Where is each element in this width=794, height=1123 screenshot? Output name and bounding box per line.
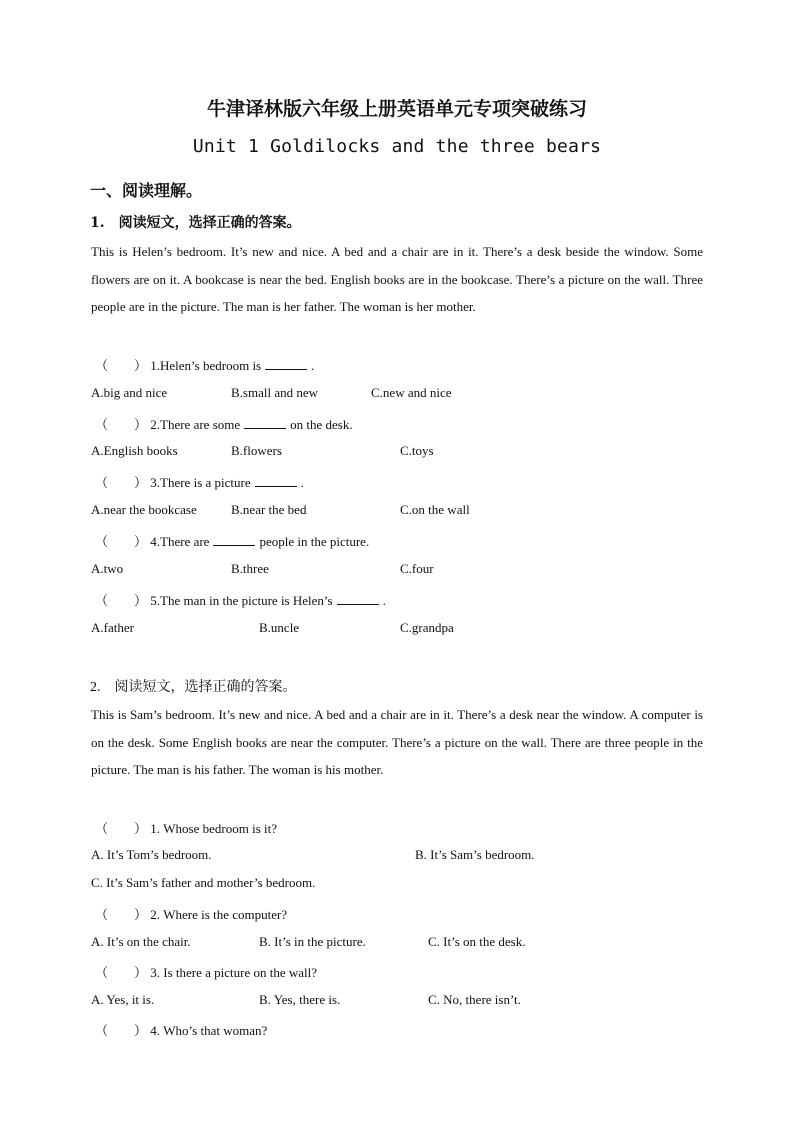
option-b: B. It’s in the picture. <box>259 934 366 949</box>
question-text: 4.There are <box>150 534 210 549</box>
option-c: C.new and nice <box>371 385 452 400</box>
answer-paren[interactable]: （ ） <box>95 1023 148 1038</box>
answer-paren[interactable]: （ ） <box>95 907 148 922</box>
option-b: B.small and new <box>231 385 319 400</box>
option-c: C. It’s on the desk. <box>428 934 526 949</box>
question-text: 2.There are some <box>150 417 241 432</box>
question-row <box>95 414 353 433</box>
option-a: A. Yes, it is. <box>91 992 155 1007</box>
question-text-end: . <box>300 475 304 490</box>
answer-paren[interactable]: （ ） <box>95 417 148 432</box>
option-b: B. It’s Sam’s bedroom. <box>415 847 535 862</box>
option-b: B.flowers <box>231 443 282 458</box>
question-row <box>95 590 386 609</box>
answer-paren[interactable]: （ ） <box>95 965 148 980</box>
question-text: 3. Is there a picture on the wall? <box>150 965 318 980</box>
option-b: B.near the bed <box>231 502 307 517</box>
question-text-end: . <box>382 593 386 608</box>
question-text: 4. Who’s that woman? <box>150 1023 268 1038</box>
answer-paren[interactable]: （ ） <box>95 821 148 836</box>
option-c: C.grandpa <box>400 620 454 635</box>
question-row <box>95 472 304 491</box>
option-a: A.English books <box>91 443 178 458</box>
question-row <box>95 1020 267 1039</box>
question-row <box>95 355 314 374</box>
answer-blank <box>265 358 307 370</box>
question-row <box>95 904 287 923</box>
part2-passage: This is Sam’s bedroom. It’s new and nice. A bed and a chair are in it. There’s a desk near the window. A computer is on the desk. Some English books are near the computer. There’s a picture on the wall. There are three people in the picture. The man is his father. The woman is his mother. <box>91 707 703 777</box>
question-text-end: on the desk. <box>290 417 353 432</box>
part1-passage: This is Helen’s bedroom. It’s new and nice. A bed and a chair are in it. There’s a desk beside the window. Some flowers are on it. A bookcase is near the bed. English books are in the bookcase. There’s a picture on the wall. Three people are in the picture. The man is her father. The woman is her mother. <box>91 244 703 314</box>
option-a: A. It’s on the chair. <box>91 934 191 949</box>
option-c: C.toys <box>400 443 434 458</box>
unit-subtitle: Unit 1 Goldilocks and the three bears <box>192 136 602 157</box>
question-row <box>95 962 317 981</box>
section-heading: 一、阅读理解。 <box>90 181 203 200</box>
question-text: 2. Where is the computer? <box>150 907 288 922</box>
question-text: 1.Helen’s bedroom is <box>150 358 262 373</box>
answer-paren[interactable]: （ ） <box>95 358 148 373</box>
part1-heading: 1. 阅读短文，选择正确的答案。 <box>90 215 301 231</box>
option-a: A.near the bookcase <box>91 502 197 517</box>
option-b: B.uncle <box>259 620 300 635</box>
option-c: C. No, there isn’t. <box>428 992 521 1007</box>
option-a: A.two <box>91 561 124 576</box>
option-b: B. Yes, there is. <box>259 992 341 1007</box>
answer-blank <box>337 593 379 605</box>
part2-heading: 2. 阅读短文，选择正确的答案。 <box>90 680 297 695</box>
option-c: C.on the wall <box>400 502 470 517</box>
question-text-end: people in the picture. <box>259 534 370 549</box>
question-row <box>95 531 369 550</box>
option-a: A.big and nice <box>91 385 168 400</box>
question-row <box>95 818 277 837</box>
option-a: A.father <box>91 620 134 635</box>
page-title: 牛津译林版六年级上册英语单元专项突破练习 <box>206 98 587 120</box>
answer-paren[interactable]: （ ） <box>95 593 148 608</box>
option-c: C. It’s Sam’s father and mother’s bedroom. <box>91 875 316 890</box>
question-text: 1. Whose bedroom is it? <box>150 821 277 836</box>
answer-blank <box>255 475 297 487</box>
answer-paren[interactable]: （ ） <box>95 475 148 490</box>
question-text: 3.There is a picture <box>150 475 251 490</box>
answer-blank <box>244 417 286 429</box>
question-text: 5.The man in the picture is Helen’s <box>150 593 333 608</box>
option-a: A. It’s Tom’s bedroom. <box>91 847 212 862</box>
answer-paren[interactable]: （ ） <box>95 534 148 549</box>
question-text-end: . <box>311 358 315 373</box>
option-c: C.four <box>400 561 434 576</box>
answer-blank <box>213 534 255 546</box>
option-b: B.three <box>231 561 269 576</box>
